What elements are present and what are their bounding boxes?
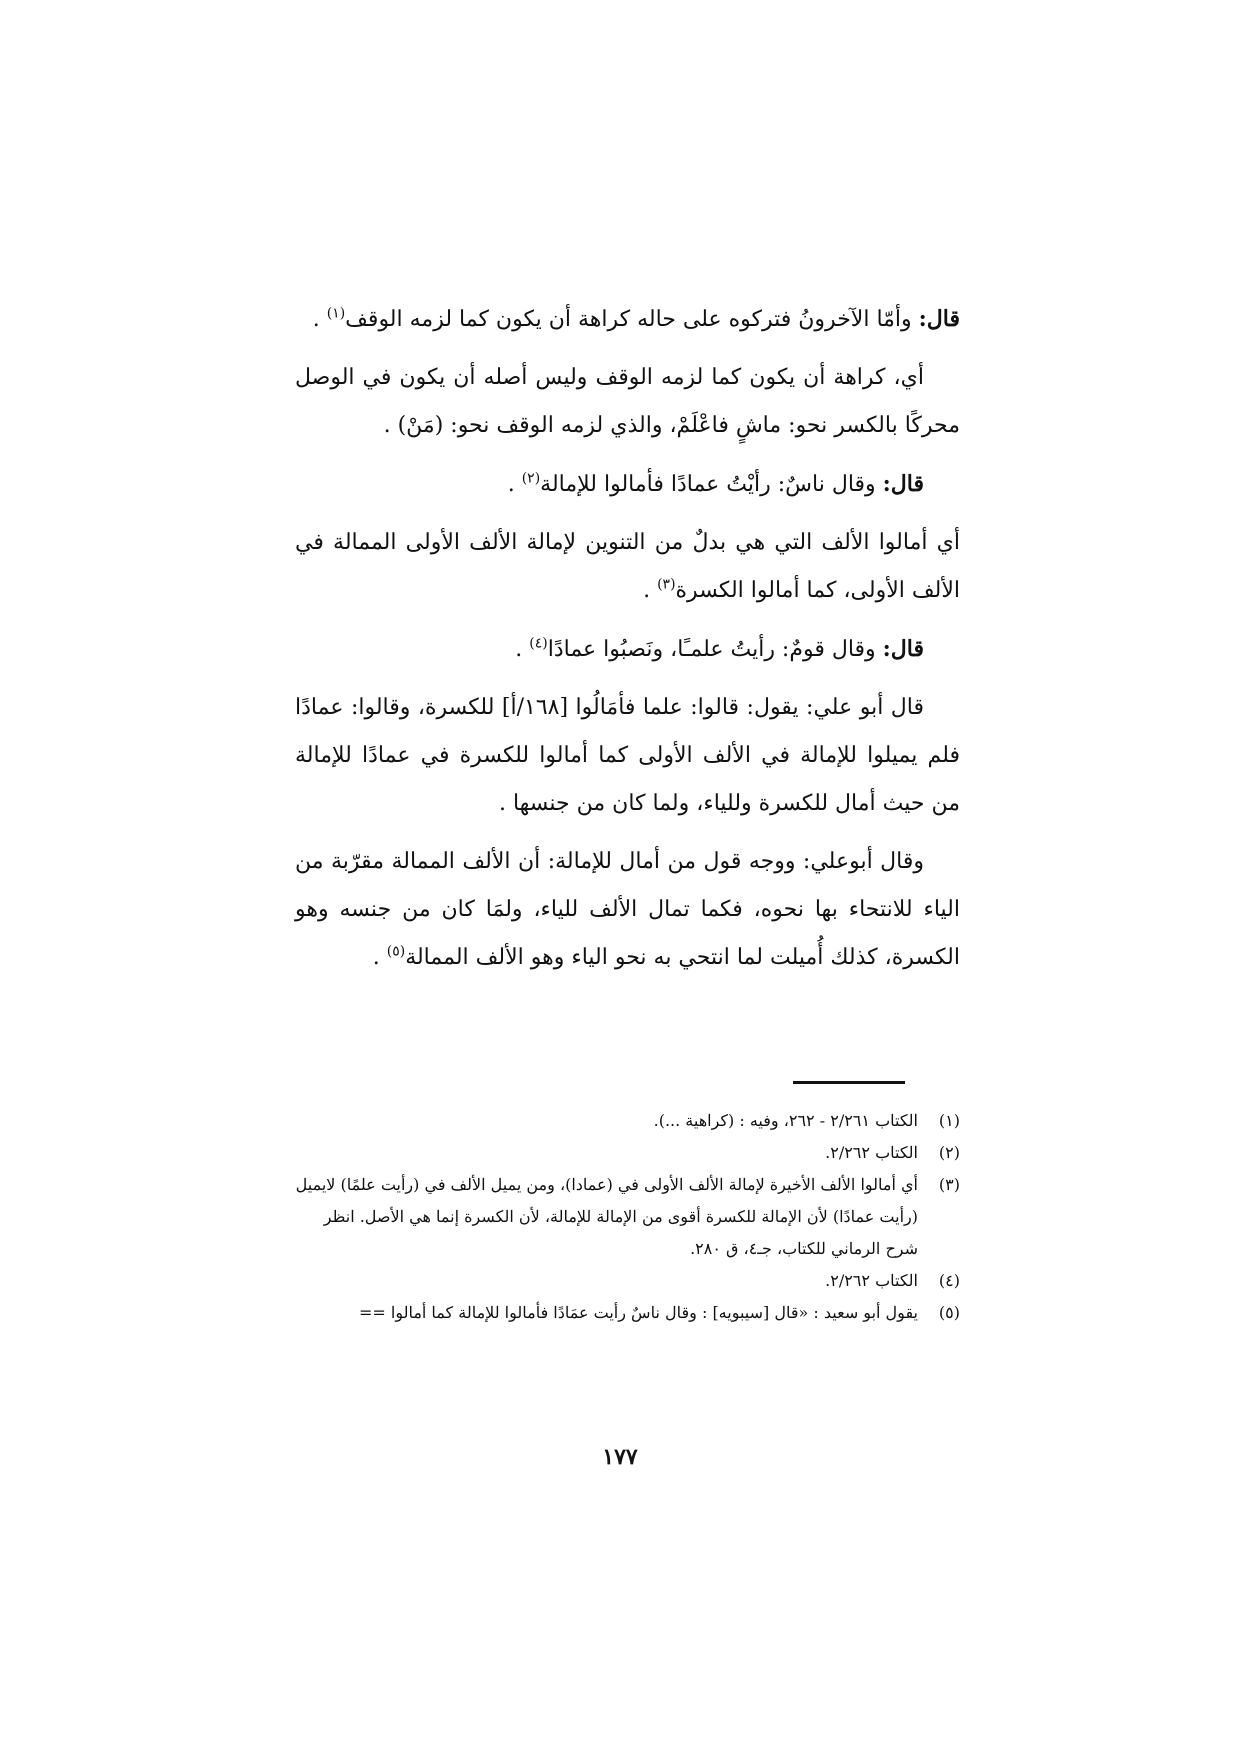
footnote-number: (٤): [938, 1271, 960, 1290]
footnote-text: الكتاب ٢/٢٦٢.: [825, 1143, 918, 1162]
footnote-3: [295, 1169, 960, 1265]
paragraph-text: وقال ناسٌ: رأيْتُ عمادًا فأمالوا للإمالة: [540, 472, 876, 497]
footnote-number: (٣): [938, 1175, 960, 1194]
paragraph-text: قال أبو علي: يقول: قالوا: علما فأمَالُوا [١٦٨/أ] للكسرة، وقالوا: عمادًا فلم يميلوا للإمالة في الألف الأولى كما أمالوا للكسرة في عمادًا للإمالة من حيث أمال للكسرة وللياء، ولما كان من جنسها: [295, 695, 960, 816]
paragraph-2: أي، كراهة أن يكون كما لزمه الوقف وليس أصله أن يكون في الوصل محركًا بالكسر نحو: ماشٍ فاعْلَمْ، والذي لزمه الوقف نحو: (مَنْ) .: [295, 365, 960, 438]
footnote-ref: (٥): [386, 943, 406, 960]
paragraph-text: وقال قومٌ: رأيتُ علمـًا، ونَصبُوا عمادًا: [547, 637, 876, 662]
footnote-text: أي أمالوا الألف الأخيرة لإمالة الألف الأولى في (عمادا)، ومن يميل الألف في (رأيت علمًا) لايميل (رأيت عمادًا) لأن الإمالة للكسرة أقوى من الإمالة للإمالة، لأن الكسرة إنما هي الأصل. انظر شرح الرماني للكتاب، جـ٤، ق ٢٨٠.: [295, 1175, 918, 1258]
footnote-number: (٢): [938, 1143, 960, 1162]
qala-label: قال:: [918, 306, 960, 332]
paragraph-4: أي أمالوا الألف التي هي بدلٌ من التنوين لإمالة الألف الأولى الممالة في الألف الأولى، كما أمالوا الكسرة$^{(٣)}$ .: [295, 530, 960, 603]
paragraph-3: قال: وقال ناسٌ: رأيْتُ عمادًا فأمالوا للإمالة$^{(٢)}$ .: [507, 470, 924, 497]
footnote-ref: (١): [326, 305, 346, 322]
qala-label: قال:: [882, 471, 924, 497]
footnote-2: [295, 1137, 960, 1169]
paragraph-6: قال أبو علي: يقول: قالوا: علما فأمَالُوا [١٦٨/أ] للكسرة، وقالوا: عمادًا فلم يميلوا للإمالة في الألف الأولى كما أمالوا للكسرة في عمادًا للإمالة من حيث أمال للكسرة وللياء، ولما كان من جنسها .: [295, 695, 960, 816]
footnote-separator: [793, 1081, 905, 1084]
footnote-ref: (٣): [657, 576, 676, 593]
paragraph-1: قال: وأمّا الآخرونُ فتركوه على حاله كراهة أن يكون كما لزمه الوقف$^{(١)}$ .: [312, 305, 960, 332]
paragraph-7: وقال أبوعلي: ووجه قول من أمال للإمالة: أن الألف الممالة مقرّبة من الياء للانتحاء بها نحوه، فكما تمال الألف للياء، ولمَا كان من جنسه وهو الكسرة، كذلك أُميلت لما انتحي به نحو الياء وهو الألف الممالة$^{(٥)}$ .: [295, 849, 960, 970]
footnote-5: [295, 1297, 960, 1329]
page-number: ١٧٧: [602, 1444, 638, 1470]
paragraph-text: أي، كراهة أن يكون كما لزمه الوقف وليس أصله أن يكون في الوصل محركًا بالكسر نحو: ماشٍ فاعْلَمْ، والذي لزمه الوقف نحو: (مَنْ): [295, 365, 960, 438]
paragraph-text: أي أمالوا الألف التي هي بدلٌ من التنوين لإمالة الألف الأولى الممالة في الألف الأولى، كما أمالوا الكسرة: [295, 530, 960, 603]
footnote-text: الكتاب ٢/٢٦٢.: [825, 1271, 918, 1290]
footnote-number: (٥): [938, 1303, 960, 1322]
paragraph-5: قال: وقال قومٌ: رأيتُ علمـًا، ونَصبُوا عمادًا$^{(٤)}$ .: [515, 635, 924, 662]
qala-label: قال:: [882, 636, 924, 662]
paragraph-text: وقال أبوعلي: ووجه قول من أمال للإمالة: أن الألف الممالة مقرّبة من الياء للانتحاء بها نحوه، فكما تمال الألف للياء، ولمَا كان من جنسه وهو الكسرة، كذلك أُميلت لما انتحي به نحو الياء وهو الألف الممالة: [295, 849, 960, 970]
footnote-number: (١): [938, 1111, 960, 1130]
footnote-text: يقول أبو سعيد : «قال [سيبويه] : وقال ناسٌ رأيت عمَادًا فأمالوا للإمالة كما أمالوا ==: [358, 1303, 918, 1322]
footnote-ref: (٤): [529, 635, 548, 652]
paragraph-text: وأمّا الآخرونُ فتركوه على حاله كراهة أن يكون كما لزمه الوقف: [345, 307, 912, 332]
footnote-text: الكتاب ٢/٢٦١ - ٢٦٢، وفيه : (كراهية ...).: [653, 1111, 918, 1130]
footnote-ref: (٢): [521, 470, 541, 487]
main-text: [295, 295, 960, 992]
footnote-4: [295, 1265, 960, 1297]
footnote-1: [295, 1105, 960, 1137]
footnotes: [295, 1105, 960, 1329]
